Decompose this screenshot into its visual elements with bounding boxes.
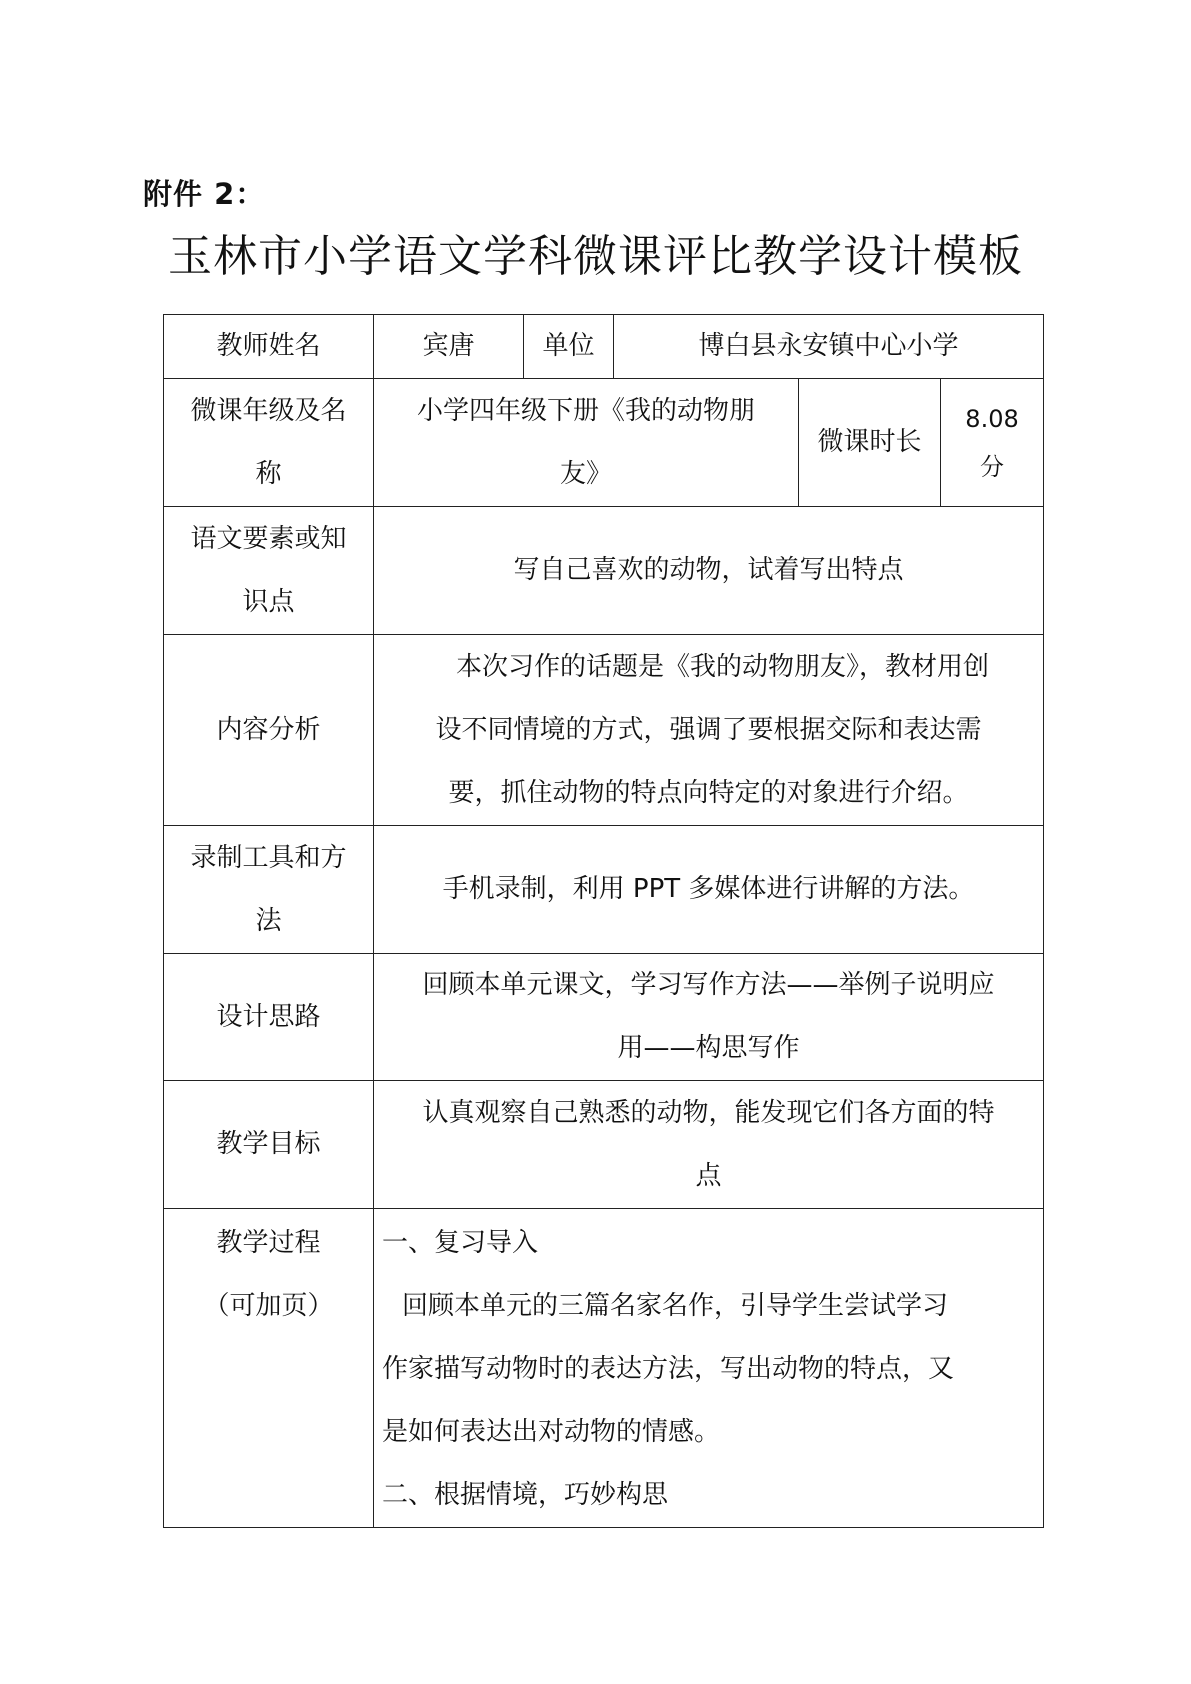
goal-value [374,1081,1044,1209]
goal-value-line: 点 [695,1160,722,1191]
goal-label: 教学目标 [164,1081,374,1209]
unit-label: 单位 [524,315,614,379]
table-row [164,826,1044,954]
table-row [164,954,1044,1081]
design-value-line: 用——构思写作 [617,1033,800,1063]
tools-label [164,826,374,954]
duration-label: 微课时长 [799,379,941,507]
process-value-line: 二、根据情境，巧妙构思 [382,1480,669,1510]
grade-value [374,379,799,507]
document-title: 玉林市小学语文学科微课评比教学设计模板 [168,231,1023,282]
process-value-line: 是如何表达出对动物的情感。 [382,1417,721,1447]
process-label-line: （可加页） [203,1291,334,1321]
duration-value [941,379,1044,507]
process-value-line: 回顾本单元的三篇名家名作，引导学生尝试学习 [402,1291,949,1321]
grade-value-line: 小学四年级下册《我的动物朋 [416,395,755,426]
content-label: 内容分析 [164,635,374,826]
duration-value-line: 8.08 [965,404,1019,433]
lesson-design-table [163,314,1044,1528]
grade-label-line: 称 [255,458,282,489]
content-value-line: 要，抓住动物的特点向特定的对象进行介绍。 [448,777,969,808]
process-value-line: 作家描写动物时的表达方法，写出动物的特点，又 [382,1354,955,1384]
table-row [164,379,1044,507]
content-value-line: 本次习作的话题是《我的动物朋友》，教材用创 [456,651,990,682]
duration-value-line: 分 [980,452,1005,481]
design-value [374,954,1044,1081]
table-row [164,1209,1044,1528]
tools-label-line: 录制工具和方 [190,842,347,873]
process-value [374,1209,1044,1528]
unit-value: 博白县永安镇中心小学 [614,315,1044,379]
element-value: 写自己喜欢的动物，试着写出特点 [374,507,1044,635]
element-label-line: 语文要素或知 [190,523,347,554]
element-label-line: 识点 [242,586,295,617]
grade-label [164,379,374,507]
grade-label-line: 微课年级及名 [190,395,347,426]
teacher-name: 宾唐 [374,315,524,379]
design-value-line: 回顾本单元课文，学习写作方法——举例子说明应 [422,970,995,1000]
goal-value-line: 认真观察自己熟悉的动物，能发现它们各方面的特 [422,1097,995,1128]
process-label-line: 教学过程 [216,1228,321,1258]
tools-value: 手机录制，利用 PPT 多媒体进行讲解的方法。 [374,826,1044,954]
content-value [374,635,1044,826]
tools-label-line: 法 [255,905,282,936]
table-row [164,315,1044,379]
attachment-label: 附件 2： [143,177,266,211]
table-row [164,507,1044,635]
content-value-line: 设不同情境的方式，强调了要根据交际和表达需 [435,714,982,745]
process-label [164,1209,374,1528]
grade-value-line: 友》 [559,458,612,489]
table-row [164,635,1044,826]
teacher-label: 教师姓名 [164,315,374,379]
design-label: 设计思路 [164,954,374,1081]
element-label [164,507,374,635]
process-value-line: 一、复习导入 [382,1228,539,1258]
table-row [164,1081,1044,1209]
